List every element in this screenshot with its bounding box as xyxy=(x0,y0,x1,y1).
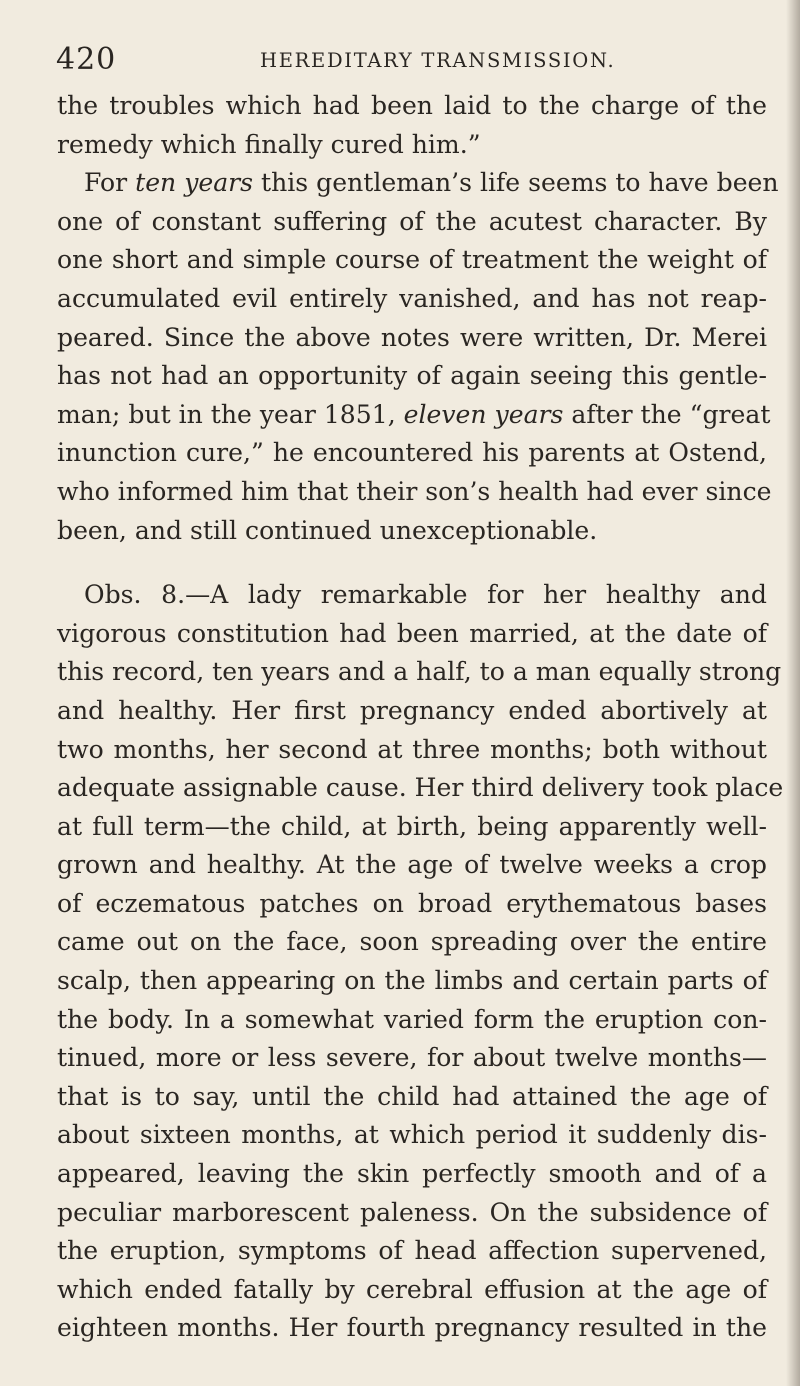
text-line xyxy=(57,1078,767,1117)
text-run: scalp, then appearing on the limbs and certain parts of xyxy=(57,966,767,996)
text-run: For xyxy=(84,168,136,198)
text-line xyxy=(57,126,767,165)
text-run: one of constant suffering of the acutest character. By xyxy=(57,206,767,236)
text-line xyxy=(57,280,767,319)
text-run: this record, ten years and a half, to a man equally strong xyxy=(57,657,782,687)
text-run: vigorous constitution had been married, at the date of xyxy=(57,618,767,648)
text-line xyxy=(57,203,767,242)
text-line xyxy=(57,512,767,551)
text-run: adequate assignable cause. Her third delivery took place xyxy=(57,773,784,803)
text-run: tinued, more or less severe, for about twelve months— xyxy=(57,1043,767,1073)
text-run: which ended fatally by cerebral effusion at the age of xyxy=(57,1274,767,1304)
text-run: this gentleman’s life seems to have been xyxy=(253,168,779,198)
text-line xyxy=(57,164,779,203)
text-line xyxy=(57,1116,767,1155)
text-run: about sixteen months, at which period it suddenly dis- xyxy=(57,1120,767,1150)
text-line xyxy=(57,434,767,473)
running-head xyxy=(56,40,760,80)
text-run: appeared, leaving the skin perfectly smooth and of a xyxy=(57,1159,767,1189)
text-line xyxy=(57,846,767,885)
text-line xyxy=(57,473,772,512)
text-line xyxy=(57,1309,767,1348)
text-line xyxy=(57,319,767,358)
text-run: the troubles which had been laid to the charge of the xyxy=(57,91,767,120)
text-line xyxy=(57,1155,767,1194)
text-run: man; but in the year 1851, xyxy=(57,399,404,429)
text-run: at full term—the child, at birth, being apparently well- xyxy=(57,811,767,841)
text-line xyxy=(57,923,767,962)
page-number: 420 xyxy=(56,42,117,77)
text-line xyxy=(57,1039,767,1078)
text-run: the body. In a somewhat varied form the eruption con- xyxy=(57,1004,767,1034)
text-run: been, and still continued unexceptionable. xyxy=(57,515,598,545)
text-run: of eczematous patches on broad erythematous bases xyxy=(57,888,767,918)
text-line xyxy=(57,1232,767,1271)
text-line xyxy=(57,396,771,435)
text-line xyxy=(57,1271,767,1310)
text-run: peared. Since the above notes were written, Dr. Merei xyxy=(57,322,767,352)
text-run: peculiar marborescent paleness. On the subsidence of xyxy=(57,1197,767,1227)
text-line xyxy=(57,87,767,126)
text-line xyxy=(57,692,767,731)
text-line xyxy=(57,808,767,847)
text-run: and healthy. Her first pregnancy ended abortively at xyxy=(57,695,767,725)
text-run: that is to say, until the child had attained the age of xyxy=(57,1081,767,1111)
text-line xyxy=(57,962,767,1001)
text-run: Obs. 8.—A lady remarkable for her healthy and xyxy=(84,580,767,610)
text-line xyxy=(57,357,767,396)
text-run: after the “great xyxy=(563,399,771,429)
text-run: one short and simple course of treatment the weight of xyxy=(57,245,767,275)
paragraph xyxy=(57,87,767,164)
text-run: the eruption, symptoms of head affection supervened, xyxy=(57,1236,767,1266)
text-line xyxy=(57,731,767,770)
paragraph xyxy=(57,576,784,1348)
running-title: HEREDITARY TRANSMISSION. xyxy=(260,49,616,72)
text-line xyxy=(57,653,782,692)
paragraph-gap xyxy=(57,550,767,576)
text-run: eighteen months. Her fourth pregnancy resulted in the xyxy=(57,1313,767,1343)
text-line xyxy=(57,241,767,280)
italic-phrase: ten years xyxy=(135,168,254,198)
body-text xyxy=(57,87,784,1348)
italic-phrase: eleven years xyxy=(403,399,564,429)
text-run: came out on the face, soon spreading over the entire xyxy=(57,927,767,957)
text-run: has not had an opportunity of again seeing this gentle- xyxy=(57,361,767,391)
text-line xyxy=(57,615,767,654)
text-run: accumulated evil entirely vanished, and has not reap- xyxy=(57,283,767,313)
text-run: remedy which finally cured him.” xyxy=(57,129,481,159)
text-line xyxy=(57,885,767,924)
text-run: who informed him that their son’s health had ever since xyxy=(57,476,772,506)
text-line xyxy=(57,1001,767,1040)
text-line xyxy=(57,576,767,615)
text-run: inunction cure,” he encountered his parents at Ostend, xyxy=(57,438,767,468)
text-line xyxy=(57,1194,767,1233)
text-line xyxy=(57,769,784,808)
paragraph xyxy=(57,164,779,550)
text-run: grown and healthy. At the age of twelve weeks a crop xyxy=(57,850,767,880)
text-run: two months, her second at three months; both without xyxy=(57,734,767,764)
